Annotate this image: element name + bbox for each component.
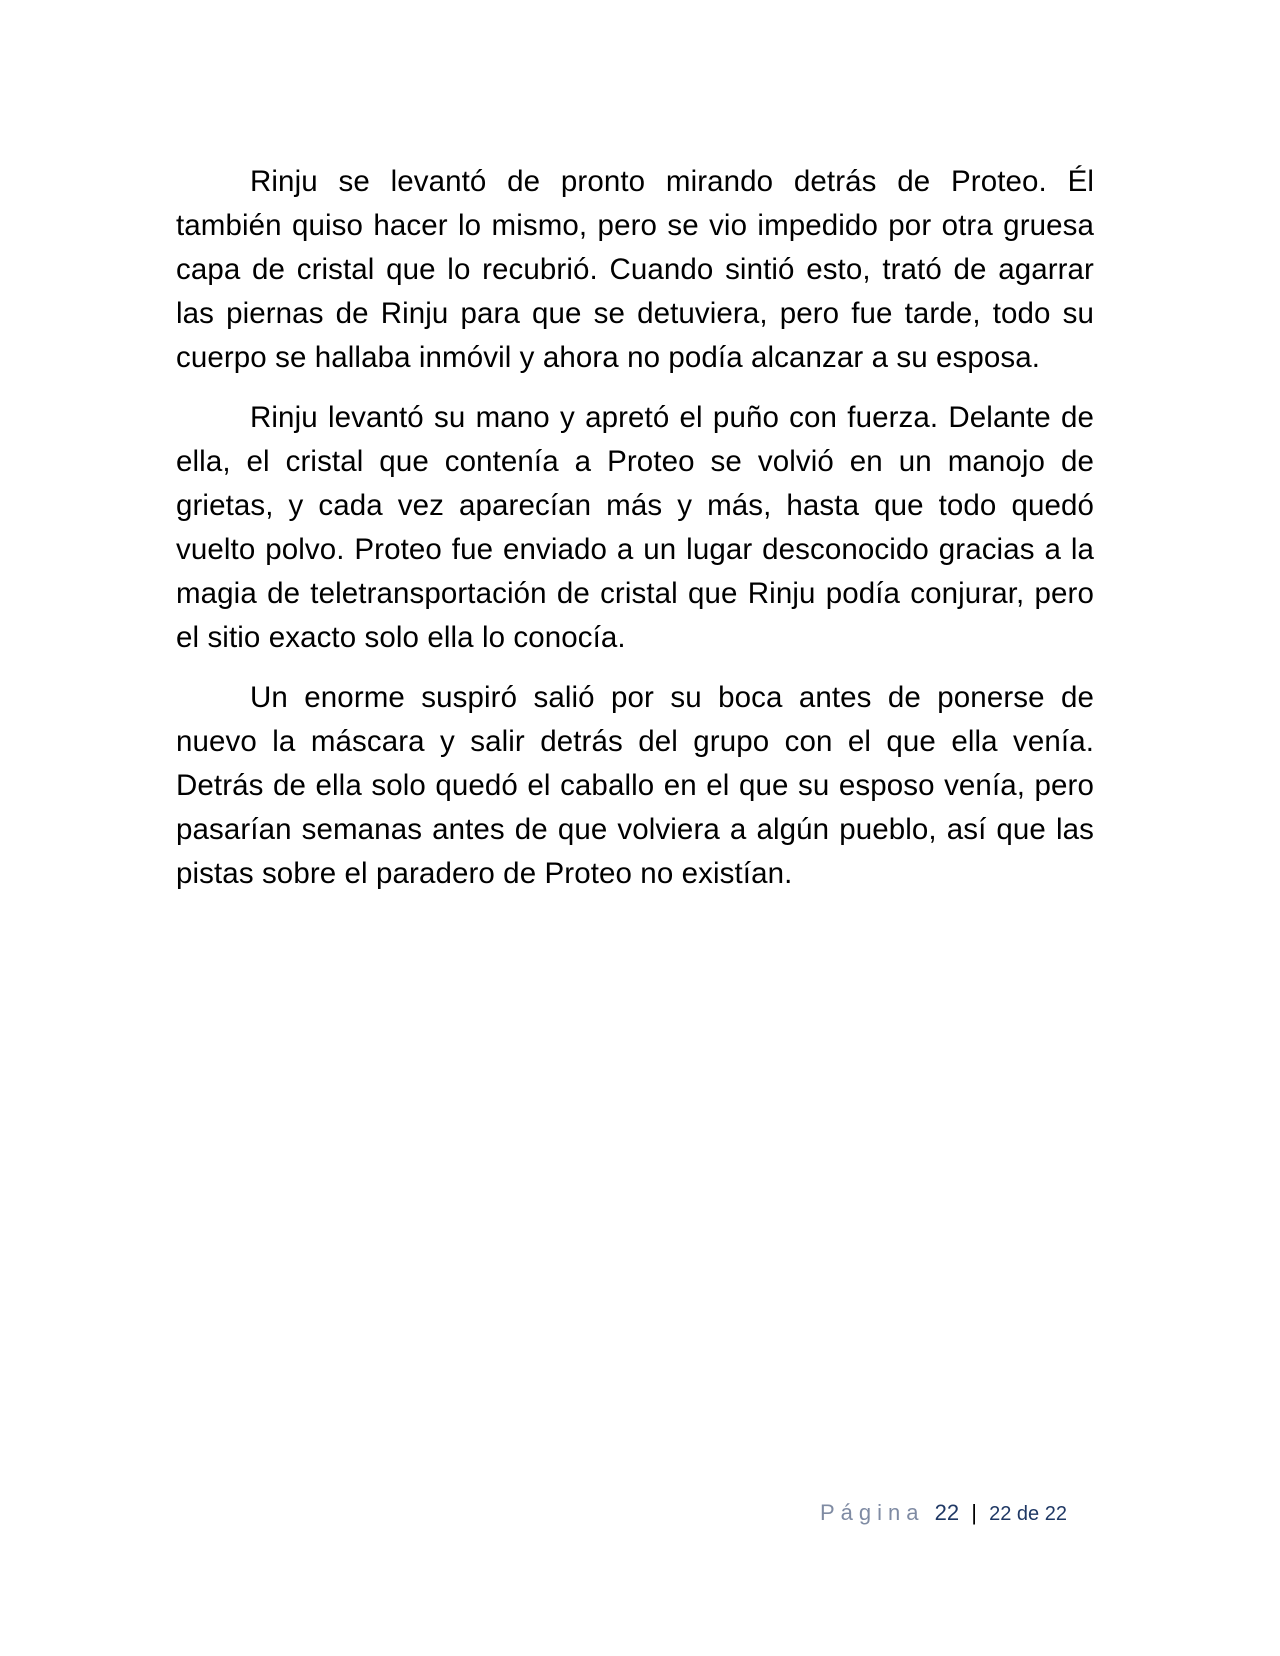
page-footer (820, 1496, 1120, 1530)
paragraph-2: Rinju levantó su mano y apretó el puño con fuerza. Delante de ella, el cristal que contenía a Proteo se volvió en un manojo de grietas, y cada vez aparecían más y más, hasta que todo quedó vuelto polvo. Proteo fue enviado a un lugar desconocido gracias a la magia de teletransportación de cristal que Rinju podía conjurar, pero el sitio exacto solo ella lo conocía. (176, 401, 1094, 654)
body-text (176, 160, 1094, 912)
paragraph-1: Rinju se levantó de pronto mirando detrás de Proteo. Él también quiso hacer lo mismo, pero se vio impedido por otra gruesa capa de cristal que lo recubrió. Cuando sintió esto, trató de agarrar las piernas de Rinju para que se detuviera, pero fue tarde, todo su cuerpo se hallaba inmóvil y ahora no podía alcanzar a su esposa. (176, 165, 1094, 374)
footer-page-label: Página (820, 1500, 925, 1525)
footer-page-number: 22 (934, 1500, 960, 1525)
paragraph-3: Un enorme suspiró salió por su boca antes de ponerse de nuevo la máscara y salir detrás del grupo con el que ella venía. Detrás de ella solo quedó el caballo en el que su esposo venía, pero pasarían semanas antes de que volviera a algún pueblo, así que las pistas sobre el paradero de Proteo no existían. (176, 681, 1094, 890)
footer-separator: | (971, 1500, 977, 1525)
footer-page-of-total: 22 de 22 (989, 1503, 1067, 1525)
